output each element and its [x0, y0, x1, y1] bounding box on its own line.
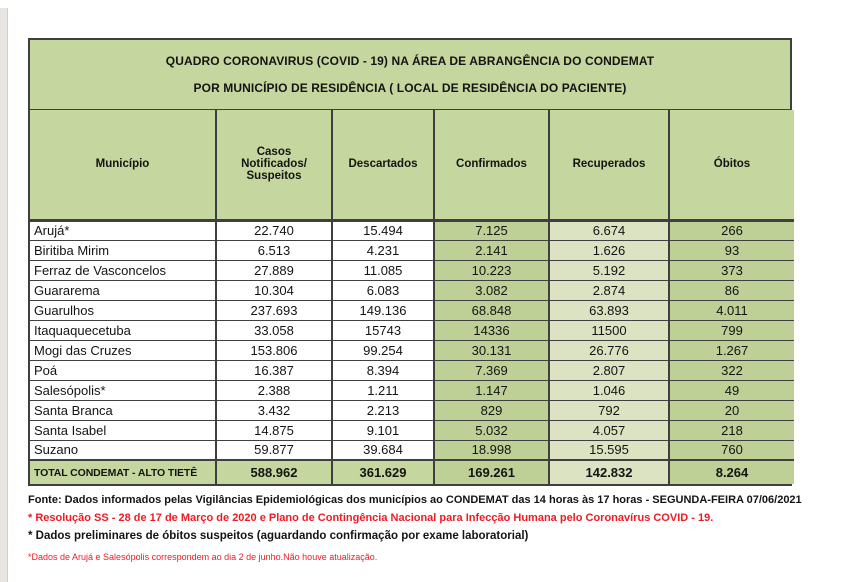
cell-municipio: Guararema — [30, 280, 216, 300]
col-header-recuperados: Recuperados — [549, 110, 669, 220]
cell-descartados: 39.684 — [332, 440, 434, 460]
cell-obitos: 218 — [669, 420, 794, 440]
total-descartados: 361.629 — [332, 460, 434, 484]
cell-descartados: 4.231 — [332, 240, 434, 260]
cell-descartados: 8.394 — [332, 360, 434, 380]
cell-descartados: 11.085 — [332, 260, 434, 280]
cell-notificados: 6.513 — [216, 240, 332, 260]
table-body — [30, 220, 794, 460]
cell-recuperados: 6.674 — [549, 220, 669, 240]
cell-notificados: 22.740 — [216, 220, 332, 240]
table-row — [30, 260, 794, 280]
table-row — [30, 360, 794, 380]
table-row — [30, 400, 794, 420]
table-row — [30, 320, 794, 340]
table-row — [30, 220, 794, 240]
cell-obitos: 322 — [669, 360, 794, 380]
cell-confirmados: 5.032 — [434, 420, 549, 440]
cell-notificados: 153.806 — [216, 340, 332, 360]
table-row — [30, 420, 794, 440]
total-recuperados: 142.832 — [549, 460, 669, 484]
cell-notificados: 59.877 — [216, 440, 332, 460]
cell-descartados: 1.211 — [332, 380, 434, 400]
cell-notificados: 27.889 — [216, 260, 332, 280]
cell-confirmados: 829 — [434, 400, 549, 420]
cell-recuperados: 5.192 — [549, 260, 669, 280]
page-edge-strip — [0, 8, 8, 582]
cell-municipio: Mogi das Cruzes — [30, 340, 216, 360]
preliminary-note: * Dados preliminares de óbitos suspeitos (aguardando confirmação por exame laboratorial) — [28, 530, 529, 542]
cell-obitos: 49 — [669, 380, 794, 400]
col-header-descartados: Descartados — [332, 110, 434, 220]
update-note: *Dados de Arujá e Salesópolis correspondem ao dia 2 de junho.Não houve atualização. — [28, 552, 378, 562]
cell-municipio: Santa Isabel — [30, 420, 216, 440]
cell-obitos: 1.267 — [669, 340, 794, 360]
col-header-notificados: Casos Notificados/ Suspeitos — [216, 110, 332, 220]
col-header-obitos: Óbitos — [669, 110, 794, 220]
table-title-line-2: POR MUNICÍPIO DE RESIDÊNCIA ( LOCAL DE RESIDÊNCIA DO PACIENTE) — [193, 80, 627, 95]
cell-descartados: 99.254 — [332, 340, 434, 360]
cell-municipio: Arujá* — [34, 223, 70, 238]
cell-confirmados: 3.082 — [434, 280, 549, 300]
table-title-line-1: QUADRO CORONAVIRUS (COVID - 19) NA ÁREA DE ABRANGÊNCIA DO CONDEMAT — [165, 54, 655, 69]
cell-obitos: 760 — [669, 440, 794, 460]
cell-obitos: 373 — [669, 260, 794, 280]
cell-descartados: 149.136 — [332, 300, 434, 320]
cell-descartados: 6.083 — [332, 280, 434, 300]
cell-descartados: 15.494 — [332, 220, 434, 240]
total-notificados: 588.962 — [216, 460, 332, 484]
cell-confirmados: 1.147 — [434, 380, 549, 400]
cell-confirmados: 18.998 — [434, 440, 549, 460]
cell-municipio: Poá — [30, 360, 216, 380]
cell-confirmados: 68.848 — [434, 300, 549, 320]
cell-obitos: 266 — [669, 220, 794, 240]
table-row — [30, 280, 794, 300]
cell-municipio: Ferraz de Vasconcelos — [30, 260, 216, 280]
table-title — [30, 40, 790, 110]
cell-recuperados: 4.057 — [549, 420, 669, 440]
table-row — [30, 380, 794, 400]
cell-confirmados: 2.141 — [434, 240, 549, 260]
cell-descartados: 15743 — [332, 320, 434, 340]
header-row — [30, 110, 794, 220]
cell-descartados: 9.101 — [332, 420, 434, 440]
col-header-municipio: Município — [30, 110, 216, 220]
source-note: Fonte: Dados informados pelas Vigilâncias Epidemiológicas dos municípios ao CONDEMAT das 14 horas às 17 horas - SEGUNDA-FEIRA 07/06/2021 — [28, 494, 802, 506]
cell-recuperados: 1.626 — [549, 240, 669, 260]
total-confirmados: 169.261 — [434, 460, 549, 484]
cell-confirmados: 7.369 — [434, 360, 549, 380]
cell-descartados: 2.213 — [332, 400, 434, 420]
col-header-confirmados: Confirmados — [434, 110, 549, 220]
table-row — [30, 240, 794, 260]
cell-notificados: 237.693 — [216, 300, 332, 320]
table-row — [30, 300, 794, 320]
total-obitos: 8.264 — [669, 460, 794, 484]
table-row — [30, 440, 794, 460]
cell-recuperados: 2.807 — [549, 360, 669, 380]
cell-confirmados: 30.131 — [434, 340, 549, 360]
condemat-covid-table — [28, 38, 792, 486]
cell-recuperados: 11500 — [549, 320, 669, 340]
cell-recuperados: 2.874 — [549, 280, 669, 300]
cell-notificados: 33.058 — [216, 320, 332, 340]
cell-obitos: 93 — [669, 240, 794, 260]
cell-notificados: 16.387 — [216, 360, 332, 380]
table-row — [30, 340, 794, 360]
cell-obitos: 799 — [669, 320, 794, 340]
cell-obitos: 4.011 — [669, 300, 794, 320]
data-table — [30, 110, 794, 484]
cell-notificados: 2.388 — [216, 380, 332, 400]
cell-recuperados: 792 — [549, 400, 669, 420]
cell-confirmados: 14336 — [434, 320, 549, 340]
cell-recuperados: 26.776 — [549, 340, 669, 360]
cell-obitos: 86 — [669, 280, 794, 300]
cell-municipio: Itaquaquecetuba — [30, 320, 216, 340]
total-row — [30, 460, 794, 484]
cell-confirmados: 7.125 — [434, 220, 549, 240]
cell-municipio: Biritiba Mirim — [30, 240, 216, 260]
cell-obitos: 20 — [669, 400, 794, 420]
cell-notificados: 14.875 — [216, 420, 332, 440]
cell-municipio: Guarulhos — [30, 300, 216, 320]
cell-municipio: Salesópolis* — [30, 380, 216, 400]
cell-notificados: 10.304 — [216, 280, 332, 300]
cell-recuperados: 15.595 — [549, 440, 669, 460]
cell-recuperados: 63.893 — [549, 300, 669, 320]
cell-recuperados: 1.046 — [549, 380, 669, 400]
cell-confirmados: 10.223 — [434, 260, 549, 280]
resolution-note: * Resolução SS - 28 de 17 de Março de 2020 e Plano de Contingência Nacional para Infecção Humana pelo Coronavírus COVID - 19. — [28, 512, 714, 524]
cell-notificados: 3.432 — [216, 400, 332, 420]
cell-municipio: Suzano — [30, 440, 216, 460]
footnotes — [28, 494, 828, 562]
cell-municipio: Santa Branca — [30, 400, 216, 420]
total-label: TOTAL CONDEMAT - ALTO TIETÊ — [30, 460, 216, 484]
